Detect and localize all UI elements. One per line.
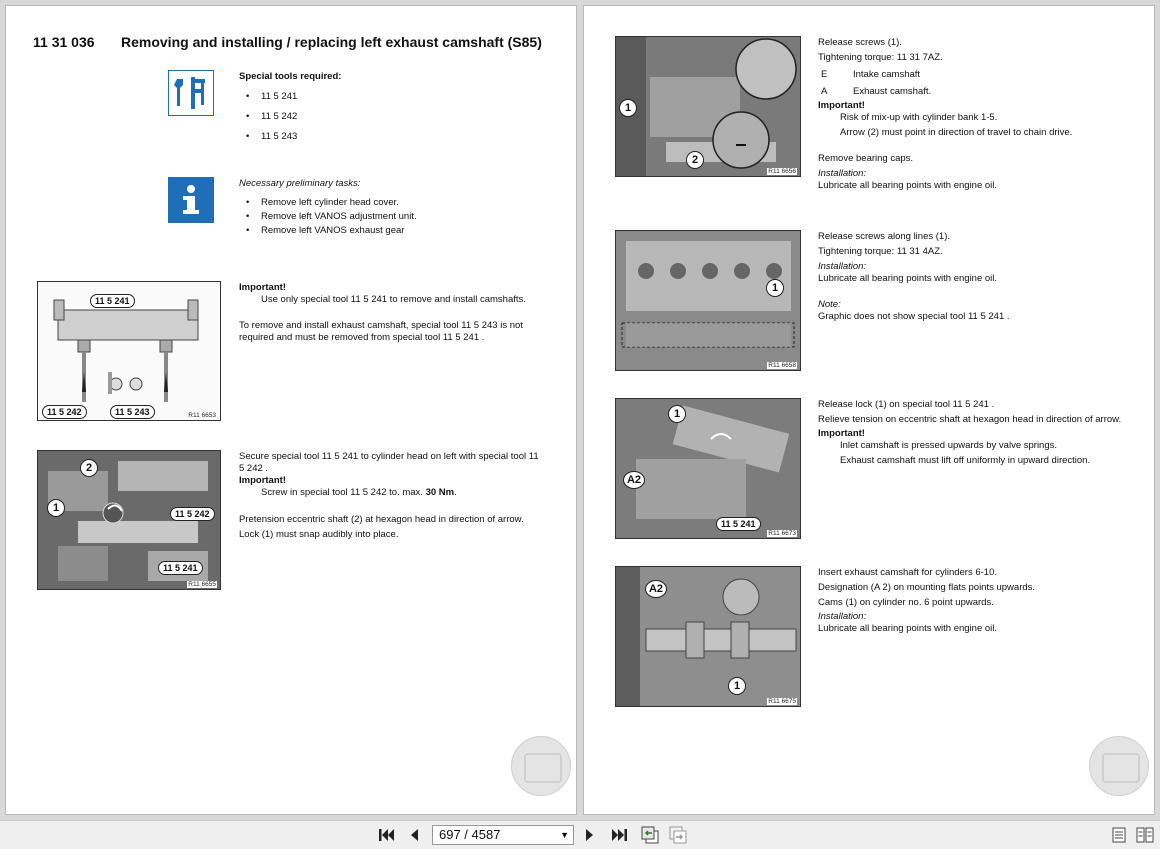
next-view-icon[interactable] (668, 826, 688, 847)
instruction-text: Release screws (1). (818, 37, 902, 48)
previous-page-icon[interactable] (408, 828, 420, 845)
instruction-text: Exhaust camshaft must lift off uniformly in upward direction. (840, 455, 1091, 466)
next-page-icon[interactable] (584, 828, 596, 845)
previous-view-icon[interactable] (640, 826, 660, 847)
tool-label: 11 5 241 (158, 561, 203, 575)
instruction-text: Pretension eccentric shaft (2) at hexagon head in direction of arrow. (239, 514, 524, 525)
tool-number: 11 5 242 (261, 111, 298, 122)
tool-label: 11 5 243 (110, 405, 155, 419)
chevron-down-icon[interactable]: ▼ (560, 830, 569, 840)
task-text: Remove left VANOS adjustment unit. (261, 211, 417, 222)
tool-label: 11 5 241 (90, 294, 135, 308)
installation-label: Installation: (818, 611, 867, 622)
legend-row (818, 69, 1138, 81)
installation-label: Installation: (818, 261, 867, 272)
figure-code: R11 6673 (768, 530, 796, 537)
instruction-text: Lubricate all bearing points with engine oil. (818, 180, 998, 191)
instruction-text: Use only special tool 11 5 241 to remove and install camshafts. (261, 294, 526, 305)
instruction-text: To remove and install exhaust camshaft, special tool 11 5 243 is not required and must be removed from special tool 11 5 241 . (239, 320, 523, 343)
navigation-toolbar (0, 820, 1160, 849)
callout-a2: A2 (645, 580, 667, 598)
special-tools-heading: Special tools required: (239, 71, 342, 82)
note-label: Note: (818, 299, 841, 310)
important-label: Important! (818, 428, 865, 439)
list-item: • 11 5 242 (246, 111, 298, 122)
instruction-block (818, 231, 1138, 323)
important-label: Important! (239, 282, 286, 293)
legend-key: E (821, 69, 828, 80)
instruction-text: Insert exhaust camshaft for cylinders 6-10. (818, 567, 997, 578)
instruction-text: Tightening torque: 11 31 4AZ. (818, 246, 943, 257)
installation-label: Installation: (818, 168, 867, 179)
screw-text: Screw in special tool 11 5 242 to. max. (261, 487, 423, 498)
task-text: Remove left cylinder head cover. (261, 197, 399, 208)
callout-a2: A2 (623, 471, 645, 489)
callout-1: 1 (47, 499, 65, 517)
figure-eccentric-shaft (37, 450, 221, 590)
list-item: • Remove left VANOS adjustment unit. (246, 211, 417, 222)
page-title: Removing and installing / replacing left exhaust camshaft (S85) (121, 34, 542, 50)
engine-photo (616, 37, 800, 176)
callout-1: 1 (766, 279, 784, 297)
important-label: Important! (239, 475, 286, 486)
instruction-text: Release screws along lines (1). (818, 231, 951, 242)
figure-code: R11 6675 (768, 698, 796, 705)
watermark-logo (511, 736, 571, 796)
callout-1: 1 (619, 99, 637, 117)
instruction-block (239, 451, 539, 541)
screw-suffix: . (454, 487, 457, 498)
callout-2: 2 (686, 151, 704, 169)
torque-value: 30 Nm (425, 487, 455, 498)
instruction-text: Tightening torque: 11 31 7AZ. (818, 52, 943, 63)
left-page (5, 5, 577, 815)
page-indicator: 697 / 4587 (439, 827, 501, 842)
tool-label: 11 5 241 (716, 517, 761, 531)
instruction-text: Remove bearing caps. (818, 153, 914, 164)
list-item: • Remove left VANOS exhaust gear (246, 225, 405, 236)
instruction-block (818, 399, 1138, 467)
figure-screw-lines (615, 230, 801, 371)
instruction-block (818, 37, 1138, 192)
legend-row (818, 86, 1138, 98)
special-tools-list (246, 91, 366, 151)
figure-release-lock (615, 398, 801, 539)
callout-1: 1 (728, 677, 746, 695)
figure-code: R11 6653 (188, 412, 216, 419)
first-page-icon[interactable] (378, 828, 396, 845)
instruction-text: Graphic does not show special tool 11 5 241 . (818, 311, 1010, 322)
engine-photo (616, 231, 800, 370)
instruction-text: Inlet camshaft is pressed upwards by valve springs. (840, 440, 1058, 451)
right-page (583, 5, 1155, 815)
instruction-block (239, 282, 539, 344)
page-number-field[interactable] (432, 825, 574, 845)
legend-key: A (821, 86, 828, 97)
tool-label: 11 5 242 (170, 507, 215, 521)
figure-code: R11 6658 (768, 362, 796, 369)
callout-1: 1 (668, 405, 686, 423)
watermark-logo (1089, 736, 1149, 796)
important-label: Important! (818, 100, 865, 111)
instruction-text: Arrow (2) must point in direction of travel to chain drive. (840, 127, 1073, 138)
instruction-text: Lubricate all bearing points with engine oil. (818, 273, 998, 284)
list-item: • 11 5 243 (246, 131, 298, 142)
list-item: • 11 5 241 (246, 91, 298, 102)
tool-number: 11 5 243 (261, 131, 298, 142)
instruction-block (818, 567, 1138, 635)
figure-special-tool-assembly (37, 281, 221, 421)
callout-2: 2 (80, 459, 98, 477)
engine-photo (616, 399, 800, 538)
figure-code: R11 6656 (768, 168, 796, 175)
special-tools-icon (168, 70, 214, 116)
figure-insert-camshaft (615, 566, 801, 707)
prelim-heading: Necessary preliminary tasks: (239, 178, 361, 189)
legend-text: Intake camshaft (853, 69, 921, 80)
instruction-text: Risk of mix-up with cylinder bank 1-5. (840, 112, 998, 123)
tool-number: 11 5 241 (261, 91, 298, 102)
instruction-text: Lock (1) must snap audibly into place. (239, 529, 399, 540)
legend-text: Exhaust camshaft. (853, 86, 932, 97)
prelim-task-list (246, 197, 486, 239)
instruction-text: Release lock (1) on special tool 11 5 241 . (818, 399, 995, 410)
instruction-text: Lubricate all bearing points with engine oil. (818, 623, 998, 634)
figure-code: R11 6655 (188, 581, 216, 588)
info-icon (168, 177, 214, 223)
instruction-text: Cams (1) on cylinder no. 6 point upwards. (818, 597, 994, 608)
list-item: • Remove left cylinder head cover. (246, 197, 399, 208)
figure-release-screws (615, 36, 801, 177)
single-page-view-icon[interactable] (1111, 827, 1127, 846)
last-page-icon[interactable] (610, 828, 628, 845)
section-number: 11 31 036 (33, 34, 95, 50)
tool-label: 11 5 242 (42, 405, 87, 419)
task-text: Remove left VANOS exhaust gear (261, 225, 405, 236)
instruction-text (239, 487, 539, 499)
instruction-text: Secure special tool 11 5 241 to cylinder head on left with special tool 11 5 242 . (239, 451, 539, 474)
engine-photo (616, 567, 800, 706)
instruction-text: Designation (A 2) on mounting flats points upwards. (818, 582, 1036, 593)
two-page-view-icon[interactable] (1136, 827, 1154, 846)
instruction-text: Relieve tension on eccentric shaft at hexagon head in direction of arrow. (818, 414, 1122, 425)
